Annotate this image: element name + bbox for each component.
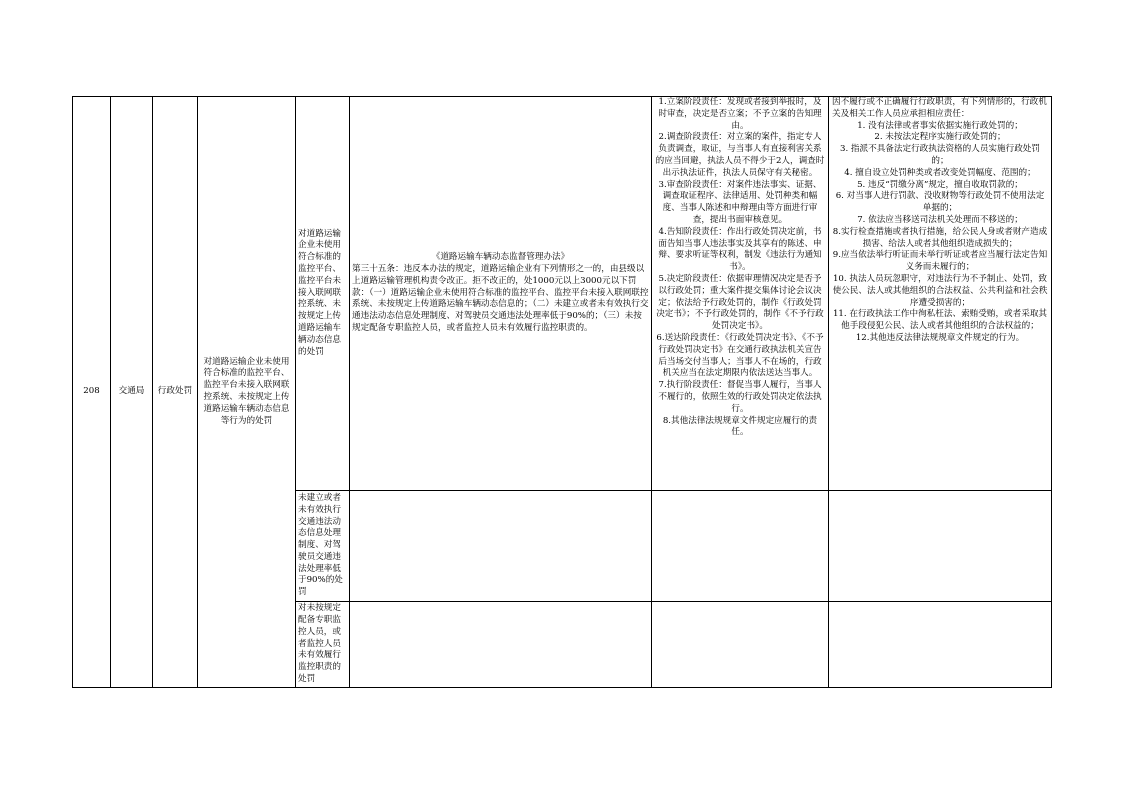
row-number-cell — [73, 97, 111, 688]
accountability-intro: 因不履行或不正确履行行政职责，有下列情形的，行政机关及相关工作人员应承担相应责任： — [832, 97, 1047, 119]
sub-item-2: 未建立或者未有效执行交通违法动态信息处理制度、对驾驶员交通违法处理率低于90%的处罚 — [298, 492, 343, 598]
accountability-9: 9.应当依法举行听证而未举行听证或者应当履行法定告知义务而未履行的； — [832, 250, 1048, 273]
item-name: 对道路运输企业未使用符合标准的监控平台、监控平台未接入联网联控系统、未按规定上传道路运输车辆动态信息等行为的处罚 — [203, 356, 290, 426]
empty-cell — [350, 491, 652, 602]
responsibility-5: 5.决定阶段责任：依据审理情况决定是否予以行政处罚；重大案件提交集体讨论会议决定；依法给予行政处罚的，制作《行政处罚决定书》；不予行政处罚的，制作《不予行政处罚决定书》。 — [656, 273, 824, 332]
accountability-2: 2. 未按法定程序实施行政处罚的； — [874, 132, 1006, 143]
item-name-cell — [198, 97, 296, 688]
accountability-6: 6. 对当事人进行罚款、没收财物等行政处罚不使用法定单据的； — [835, 191, 1045, 214]
accountability-11: 11. 在行政执法工作中徇私枉法、索贿受贿，或者采取其他手段侵犯公民、法人或者其他组织的合法权益的； — [832, 309, 1048, 332]
responsibility-cell — [652, 97, 829, 491]
responsibility-7: 7.执行阶段责任：督促当事人履行，当事人不履行的，依照生效的行政处罚决定依法执行。 — [658, 380, 822, 414]
accountability-cell — [829, 97, 1052, 491]
empty-cell — [829, 602, 1052, 688]
sub-item-cell — [296, 602, 350, 688]
accountability-8: 8.实行检查措施或者执行措施，给公民人身或者财产造成损害、给法人或者其他组织造成损失的； — [832, 226, 1048, 249]
legal-basis-cell — [350, 97, 652, 491]
accountability-12: 12.其他违反法律法规规章文件规定的行为。 — [855, 332, 1025, 343]
power-list-table — [72, 96, 1052, 688]
responsibility-1: 1.立案阶段责任：发现或者接到举报时，及时审查，决定是否立案；不予立案的告知理由。 — [658, 97, 822, 131]
responsibility-4: 4.告知阶段责任：作出行政处罚决定前，书面告知当事人违法事实及其享有的陈述、申辩、要求听证等权利，制发《违法行为通知书》。 — [658, 226, 822, 273]
accountability-5: 5. 违反“罚缴分离”规定，擅自收取罚款的； — [857, 179, 1023, 190]
accountability-1: 1. 没有法律或者事实依据实施行政处罚的； — [857, 120, 1023, 131]
empty-cell — [350, 602, 652, 688]
responsibility-8: 8.其他法律法规规章文件规定应履行的责任。 — [662, 415, 818, 438]
basis-title: 《道路运输车辆动态监督管理办法》 — [431, 252, 570, 263]
empty-cell — [652, 602, 829, 688]
basis-text: 第三十五条：违反本办法的规定，道路运输企业有下列情形之一的，由县级以上道路运输管理机构责令改正。拒不改正的，处1000元以上3000元以下罚款：（一）道路运输企业未使用符合标准的监控平台、监控平台未接入联网联控系统、未按规定上传道路运输车辆动态信息的；（二）未建立或者未有效执行交通违法动态信息处理制度、对驾驶员交通违法处理率低于90%的；（三）未按规定配备专职监控人员，或者监控人员未有效履行监控职责的。 — [352, 264, 649, 333]
category: 行政处罚 — [157, 386, 193, 397]
category-cell — [153, 97, 198, 688]
accountability-3: 3. 指派不具备法定行政执法资格的人员实施行政处罚的； — [840, 144, 1040, 166]
accountability-10: 10. 执法人员玩忽职守，对违法行为不予制止、处罚，致使公民、法人或其他组织的合法权益、公共利益和社会秩序遭受损害的； — [832, 273, 1048, 308]
responsibility-6: 6.送达阶段责任：《行政处罚决定书》、《不予行政处罚决定书》在交通行政执法机关宣告后当场交付当事人；当事人不在场的，行政机关应当在法定期限内依法送达当事人。 — [656, 332, 824, 379]
sub-item-cell — [296, 491, 350, 602]
responsibility-2: 2.调查阶段责任：对立案的案件，指定专人负责调查，取证，与当事人有直接利害关系的应当回避，执法人员不得少于2人，调查时出示执法证件，执法人员保守有关秘密。 — [655, 132, 825, 178]
empty-cell — [652, 491, 829, 602]
sub-item-3: 对未按规定配备专职监控人员，或者监控人员未有效履行监控职责的处罚 — [298, 603, 341, 684]
accountability-7: 7. 依法应当移送司法机关处理而不移送的； — [857, 214, 1023, 225]
table-row — [73, 97, 1052, 491]
row-number: 208 — [83, 386, 100, 397]
responsibility-3: 3.审查阶段责任：对案件违法事实、证据、调查取证程序、法律适用、处罚种类和幅度、当事人陈述和申辩理由等方面进行审查，提出书面审核意见。 — [658, 179, 822, 225]
sub-item-1: 对道路运输企业未使用符合标准的监控平台、监控平台未接入联网联控系统、未按规定上传道路运输车辆动态信息的处罚 — [298, 228, 341, 357]
department: 交通局 — [118, 386, 145, 397]
accountability-4: 4. 擅自设立处罚种类或者改变处罚幅度、范围的； — [844, 167, 1036, 178]
sub-item-cell — [296, 97, 350, 491]
department-cell — [111, 97, 153, 688]
empty-cell — [829, 491, 1052, 602]
